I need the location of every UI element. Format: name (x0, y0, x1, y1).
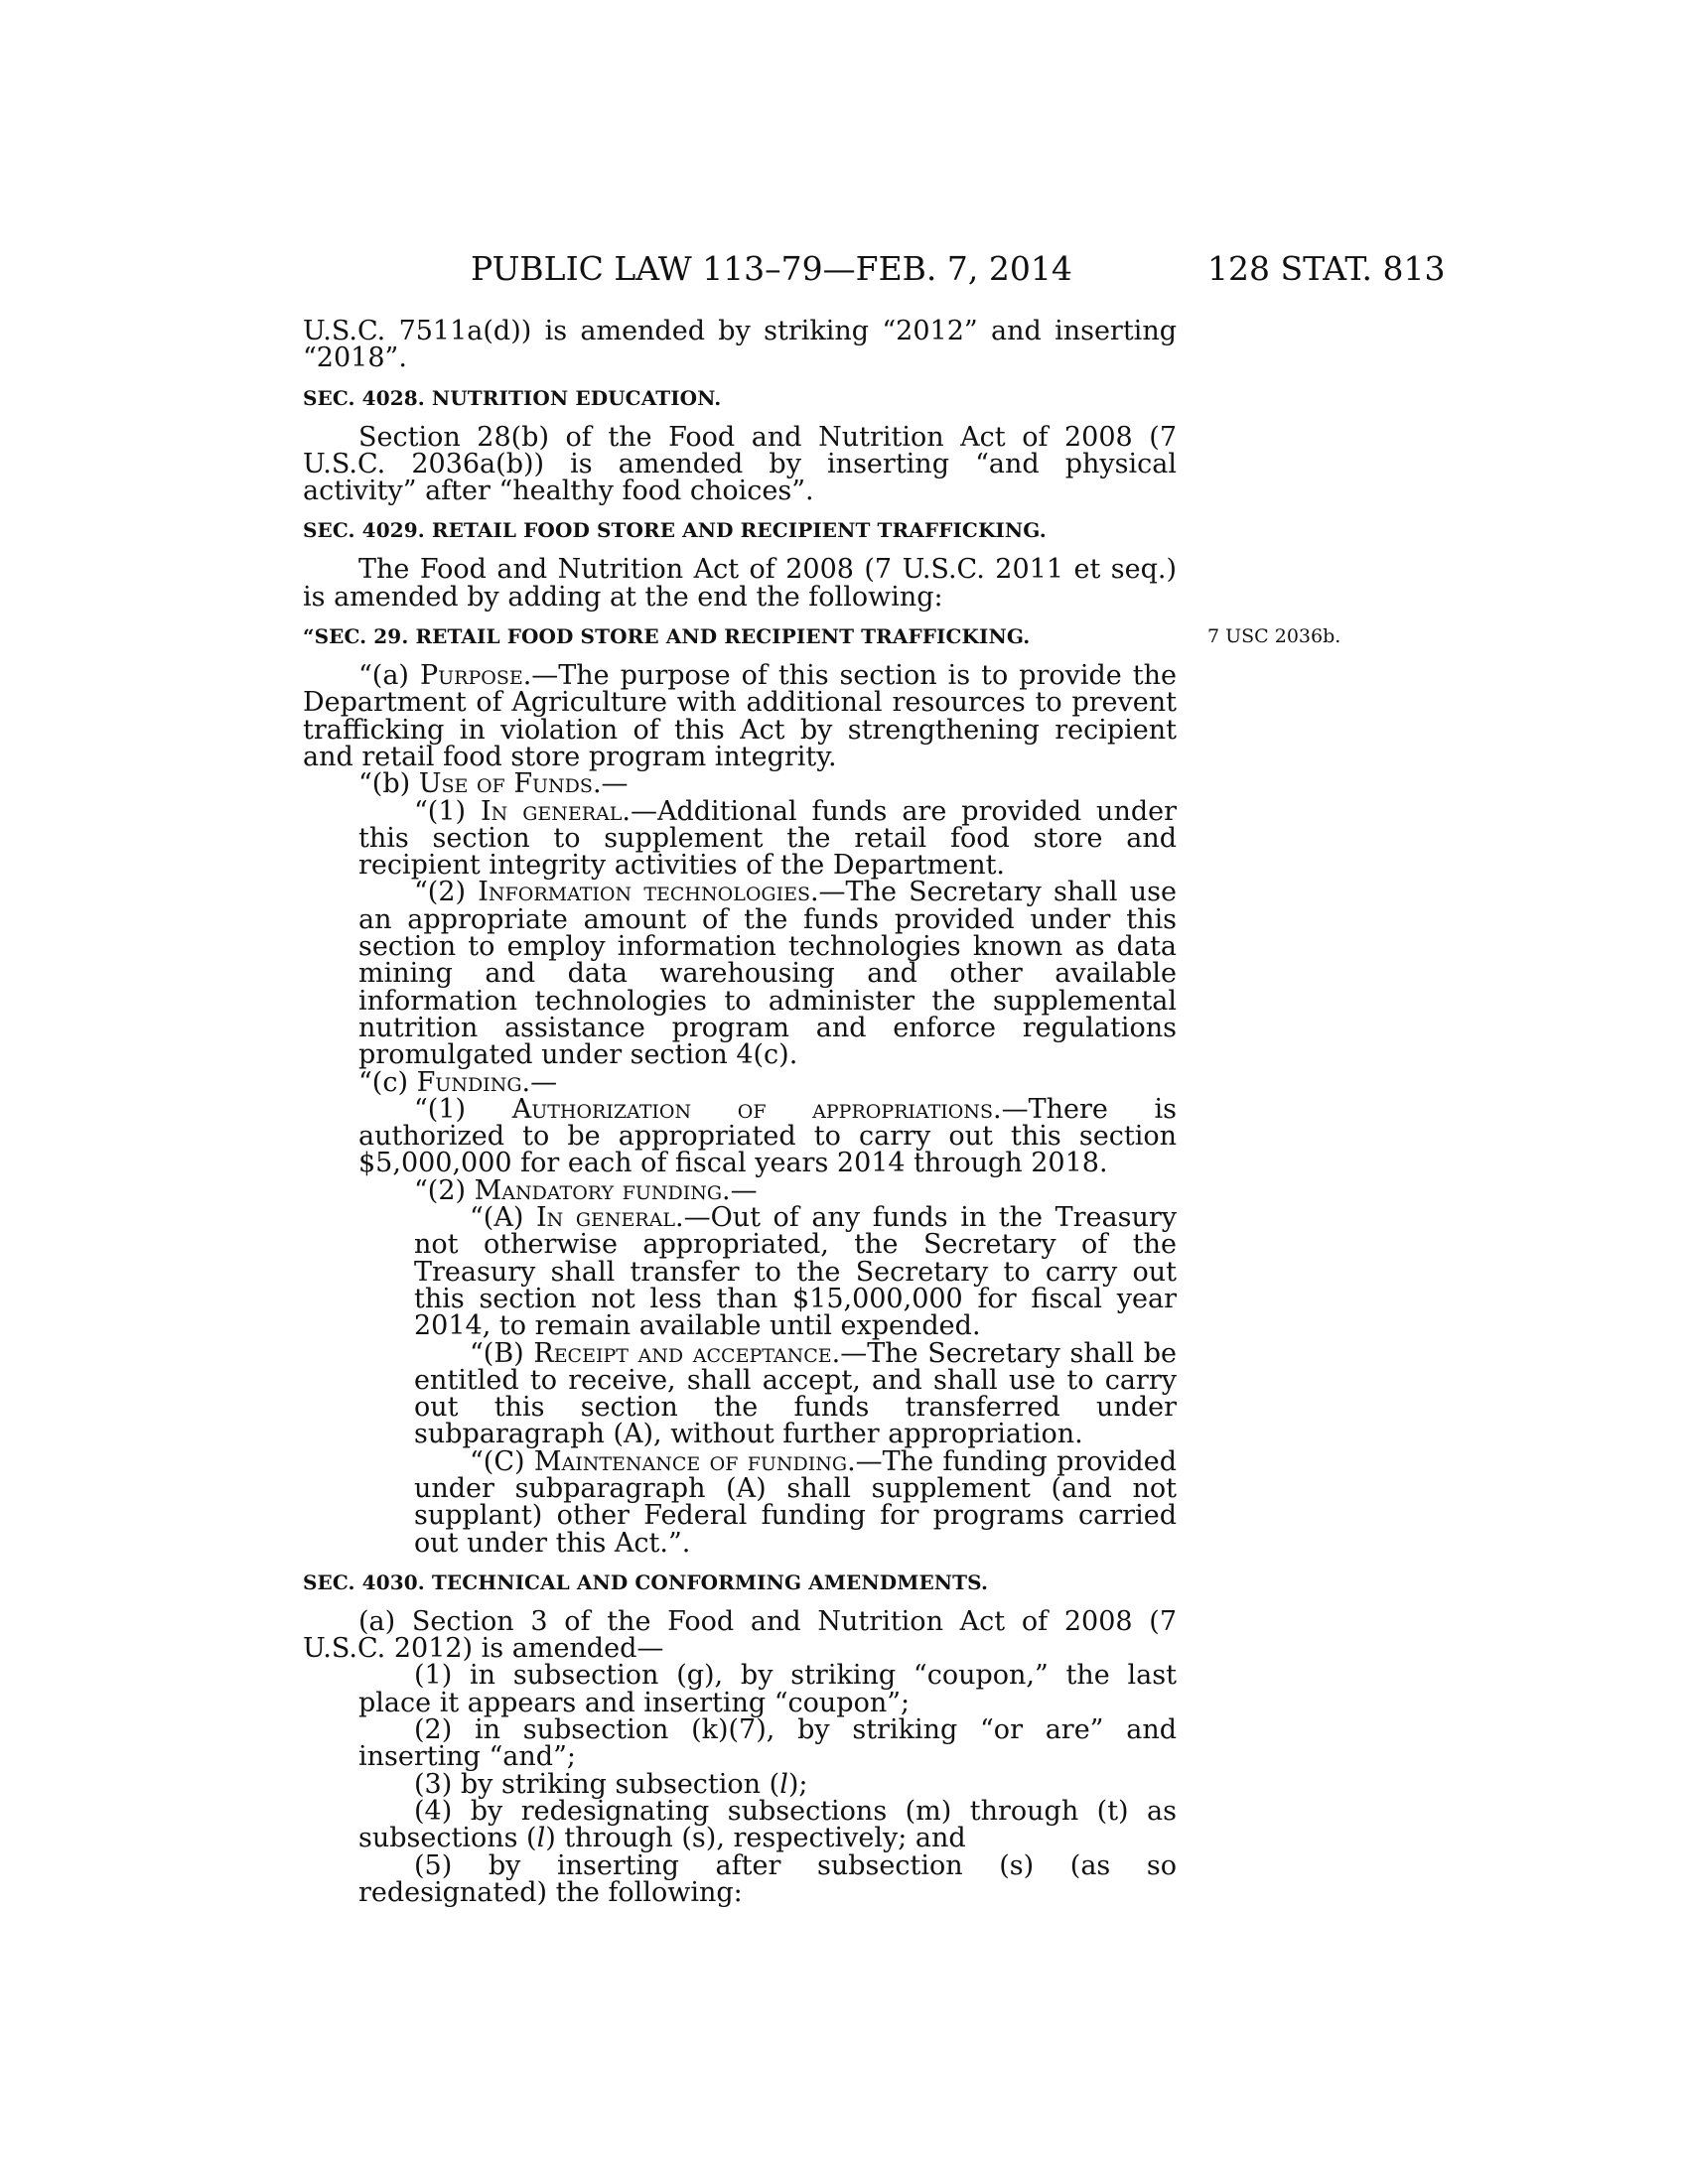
amendment-item-4 (303, 1795, 1177, 1854)
subparagraph-C-text: .—The funding provided under subparagraph (A) shall supplement (and not supplant) other Federal funding for programs carried out under this Act.”. (414, 1445, 1177, 1559)
subparagraph-C-lead: “(C) (470, 1445, 534, 1477)
subparagraph-A-lead: “(A) (470, 1202, 536, 1234)
subsection-c (303, 1066, 1177, 1098)
subparagraph-A-heading: In general (535, 1202, 676, 1234)
paragraph-c1-lead: “(1) (414, 1093, 512, 1125)
subparagraph-B-heading: Receipt and acceptance (533, 1337, 832, 1369)
paragraph-c2 (303, 1174, 1177, 1206)
section-heading-4030: SEC. 4030. TECHNICAL AND CONFORMING AMENDMENTS. (303, 1570, 989, 1594)
paragraph-c2-heading: Mandatory funding (474, 1174, 723, 1206)
document-body (303, 318, 1177, 1906)
paragraph-b1-text: .—Additional funds are provided under this section to supplement the retail food store and recipient integrity activities of the Department. (358, 795, 1177, 882)
paragraph-b2-text: .—The Secretary shall use an appropriate amount of the funds provided under this section to employ information technologies known as data mining and data warehousing and other available information technologies to administer the supplemental nutrition assistance program and enforce regulations promulgated under section 4(c). (358, 877, 1177, 1071)
paragraph-b1-lead: “(1) (414, 795, 481, 827)
paragraph-continuation: U.S.C. 7511a(d)) is amended by striking “2012” and inserting “2018”. (303, 316, 1177, 374)
paragraph-c1 (303, 1093, 1177, 1179)
subsection-c-text: .— (521, 1066, 558, 1098)
subsection-a-heading: Purpose (419, 660, 523, 692)
subparagraph-c2-B (303, 1337, 1177, 1450)
paragraph-c2-text: .— (722, 1174, 758, 1206)
paragraph-4030-a: (a) Section 3 of the Food and Nutrition Act of 2008 (7 U.S.C. 2012) is amended— (303, 1605, 1177, 1665)
paragraph-b2-lead: “(2) (414, 877, 479, 908)
paragraph-b1-heading: In general (480, 795, 623, 827)
subsection-a-text: .—The purpose of this section is to provide the Department of Agriculture with additional resources to prevent trafficking in violation of this Act by strengthening recipient and retail food store program integrity. (303, 660, 1177, 772)
amendment-item-4-text-a: (4) by redesignating subsections (m) through (t) as subsections ( (358, 1795, 1177, 1854)
running-header-title: PUBLIC LAW 113–79—FEB. 7, 2014 (471, 249, 1072, 288)
paragraph-4028: Section 28(b) of the Food and Nutrition Act of 2008 (7 U.S.C. 2036a(b)) is amended by inserting “and physical activity” after “healthy food choices”. (303, 421, 1177, 507)
amendment-item-2: (2) in subsection (k)(7), by striking “or are” and inserting “and”; (358, 1714, 1177, 1773)
subparagraph-C-heading: Maintenance of funding (533, 1445, 848, 1477)
subsection-c-heading: Funding (416, 1066, 522, 1098)
amendment-item-3 (303, 1768, 1177, 1800)
subparagraph-c2-A (303, 1202, 1177, 1342)
subsection-b-lead: “(b) (358, 768, 419, 800)
section-heading-4029: SEC. 4029. RETAIL FOOD STORE AND RECIPIENT TRAFFICKING. (303, 518, 1047, 543)
amendment-item-3-italic-l: l (779, 1768, 788, 1800)
subparagraph-B-lead: “(B) (470, 1337, 534, 1369)
subsection-b (303, 768, 1177, 800)
section-heading-4028: SEC. 4028. NUTRITION EDUCATION. (303, 385, 722, 410)
paragraph-b1 (303, 795, 1177, 882)
subparagraph-c2-C (303, 1445, 1177, 1559)
subparagraph-B-text: .—The Secretary shall be entitled to receive, shall accept, and shall use to carry out this section the funds transferred under subparagraph (A), without further appropriation. (414, 1337, 1177, 1450)
subsection-a (303, 662, 1177, 770)
subsection-b-heading: Use of Funds (418, 768, 593, 800)
section-heading-29: “SEC. 29. RETAIL FOOD STORE AND RECIPIENT TRAFFICKING. (303, 624, 1031, 649)
subsection-c-lead: “(c) (358, 1066, 417, 1098)
margin-note-usc-citation: 7 USC 2036b. (1207, 625, 1341, 647)
paragraph-b2-heading: Information technologies (478, 877, 810, 908)
amendment-item-5: (5) by inserting after subsection (s) (as so redesignated) the following: (358, 1849, 1177, 1908)
paragraph-b2 (303, 877, 1177, 1071)
running-header-page-number: 128 STAT. 813 (1207, 249, 1446, 288)
paragraph-c1-heading: Authorization of appropriations (511, 1093, 994, 1125)
amendment-item-3-text-a: (3) by striking subsection ( (414, 1768, 780, 1800)
subparagraph-A-text: .—Out of any funds in the Treasury not otherwise appropriated, the Secretary of the Treasury shall transfer to the Secretary to carry out this section not less than $15,000,000 for fiscal year 2014, to remain available until expended. (414, 1202, 1177, 1342)
paragraph-4029: The Food and Nutrition Act of 2008 (7 U.S.C. 2011 et seq.) is amended by adding at the end the following: (303, 554, 1177, 613)
amendment-item-1: (1) in subsection (g), by striking “coupon,” the last place it appears and inserting “coupon”; (358, 1660, 1177, 1718)
amendment-item-4-italic-l: l (536, 1823, 546, 1854)
amendment-item-4-text-b: ) through (s), respectively; and (545, 1823, 966, 1854)
subsection-b-text: .— (592, 768, 629, 800)
subsection-a-lead: “(a) (358, 660, 420, 692)
amendment-item-3-text-b: ); (787, 1768, 808, 1800)
paragraph-c1-text: .—There is authorized to be appropriated to carry out this section $5,000,000 for each of fiscal years 2014 through 2018. (358, 1093, 1177, 1179)
paragraph-c2-lead: “(2) (414, 1174, 475, 1206)
